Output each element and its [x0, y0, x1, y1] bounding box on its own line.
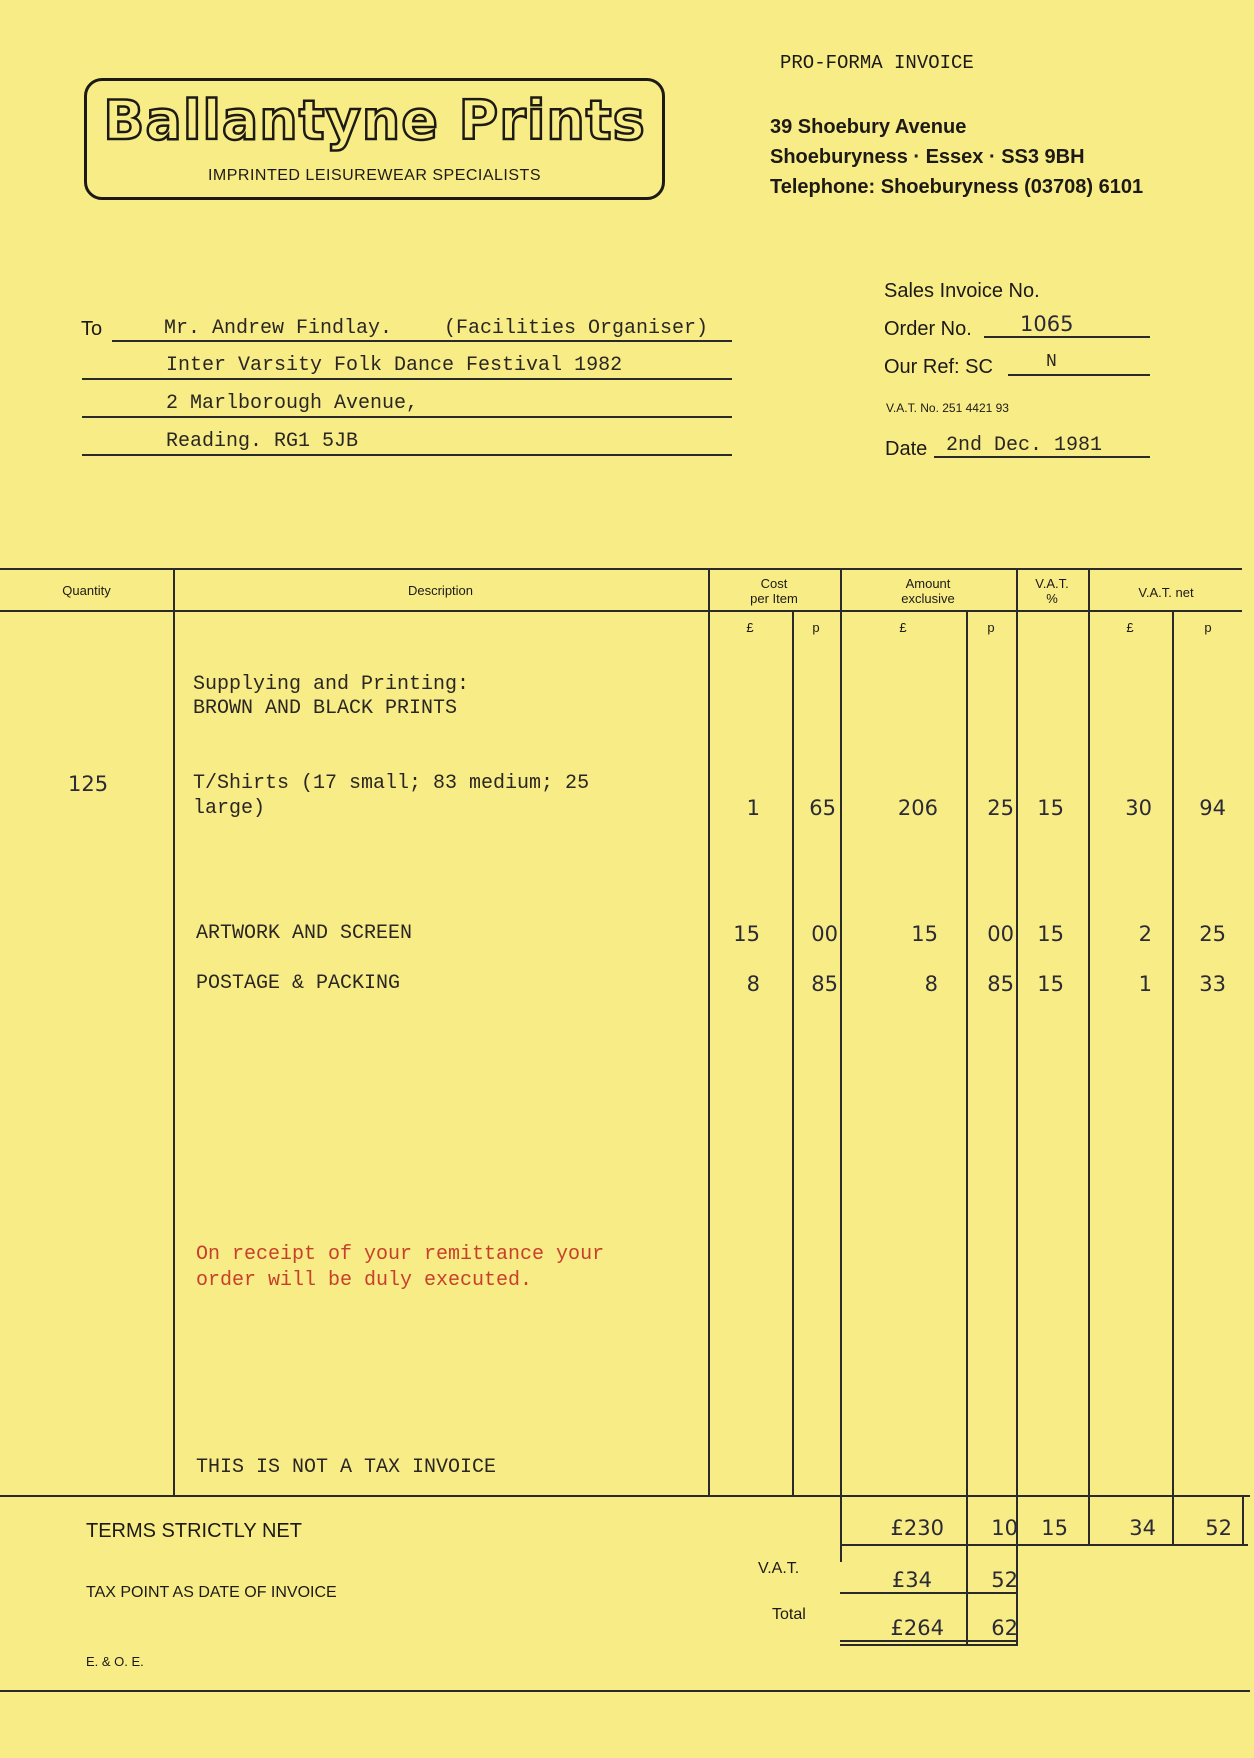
vat-total-pence: 52	[991, 1568, 1018, 1592]
subtotal-vat-percent: 15	[1041, 1516, 1068, 1540]
column-divider	[966, 610, 968, 1644]
row-amount-pounds: 15	[911, 922, 938, 946]
row-vat-percent: 15	[1037, 972, 1064, 996]
header-cost	[708, 576, 840, 606]
our-ref-value: N	[1046, 352, 1057, 372]
recipient-organisation: Inter Varsity Folk Dance Festival 1982	[166, 354, 623, 377]
subtotal-vat-pounds: 34	[1129, 1516, 1156, 1540]
address-rule	[82, 454, 732, 456]
not-tax-invoice-note: THIS IS NOT A TAX INVOICE	[196, 1456, 497, 1479]
header-cost-line2: per Item	[750, 591, 798, 606]
subtotal-vat-pence: 52	[1205, 1516, 1232, 1540]
row-cost-pence: 00	[811, 922, 838, 946]
row-cost-pence: 65	[809, 796, 836, 820]
row-vat-percent: 15	[1037, 922, 1064, 946]
recipient-name: Mr. Andrew Findlay.	[164, 317, 393, 340]
order-number-rule	[984, 336, 1150, 338]
order-number-value: 1065	[1020, 312, 1074, 336]
page-bottom-rule	[0, 1690, 1250, 1692]
header-vat-percent	[1016, 576, 1088, 606]
remittance-note-line2: order will be duly executed.	[196, 1269, 533, 1292]
header-amount-line2: exclusive	[901, 591, 955, 606]
tax-point-label: TAX POINT AS DATE OF INVOICE	[86, 1584, 337, 1601]
row-amount-pence: 85	[987, 972, 1014, 996]
row-vat-pounds: 1	[1138, 972, 1152, 996]
row-vat-percent: 15	[1037, 796, 1064, 820]
unit-pound: £	[746, 620, 754, 635]
table-header-rule	[0, 610, 1242, 612]
our-ref-rule	[1008, 374, 1150, 376]
unit-pound: £	[1126, 620, 1134, 635]
column-divider	[1016, 568, 1018, 1644]
subtotal-rule	[840, 1544, 1018, 1546]
recipient-street: 2 Marlborough Avenue,	[166, 392, 419, 415]
column-divider	[792, 610, 794, 1496]
address-rule	[82, 378, 732, 380]
sales-invoice-label: Sales Invoice No.	[884, 280, 1040, 302]
order-number-label: Order No.	[884, 318, 972, 340]
row-description: POSTAGE & PACKING	[196, 972, 401, 995]
grand-total-pence: 62	[991, 1616, 1018, 1640]
header-quantity: Quantity	[62, 583, 111, 598]
row-amount-pence: 25	[987, 796, 1014, 820]
our-ref-label: Our Ref: SC	[884, 356, 993, 378]
row-amount-pounds: 8	[924, 972, 938, 996]
row-description: T/Shirts (17 small; 83 medium; 25	[193, 772, 590, 795]
company-logo-name: Ballantyne Prints	[103, 89, 646, 152]
row-cost-pounds: 1	[746, 796, 760, 820]
row-cost-pounds: 8	[746, 972, 760, 996]
company-tagline: IMPRINTED LEISUREWEAR SPECIALISTS	[207, 167, 541, 184]
date-value: 2nd Dec. 1981	[946, 434, 1103, 457]
vat-rule	[840, 1592, 1018, 1594]
unit-pence: p	[812, 620, 820, 635]
column-divider	[708, 568, 710, 1496]
header-cost-line1: Cost	[760, 576, 788, 591]
document-title: PRO-FORMA INVOICE	[780, 52, 974, 74]
company-address-line1: 39 Shoebury Avenue	[770, 116, 967, 138]
address-rule	[112, 340, 732, 342]
header-amount	[840, 576, 1016, 606]
vat-number: V.A.T. No. 251 4421 93	[886, 401, 1009, 415]
terms-label: TERMS STRICTLY NET	[86, 1520, 302, 1542]
remittance-note-line1: On receipt of your remittance your	[196, 1243, 605, 1266]
vat-total-label: V.A.T.	[758, 1560, 800, 1577]
row-amount-pence: 00	[987, 922, 1014, 946]
header-amount-line1: Amount	[905, 576, 951, 591]
row-amount-pounds: 206	[897, 796, 938, 820]
grand-total-label: Total	[772, 1606, 806, 1623]
errors-omissions-label: E. & O. E.	[86, 1654, 144, 1669]
column-divider	[1088, 568, 1090, 1544]
recipient-role: (Facilities Organiser)	[444, 317, 709, 340]
unit-pence: p	[1204, 620, 1212, 635]
description-intro-line1: Supplying and Printing:	[193, 673, 470, 696]
table-top-rule	[0, 568, 1242, 570]
unit-pence: p	[987, 620, 995, 635]
row-cost-pounds: 15	[733, 922, 760, 946]
header-vat-net: V.A.T. net	[1138, 585, 1194, 600]
date-label: Date	[885, 438, 928, 460]
row-vat-pounds: 30	[1125, 796, 1152, 820]
header-vat-percent-line1: V.A.T.	[1035, 576, 1069, 591]
to-label: To	[81, 318, 103, 340]
row-quantity: 125	[68, 772, 109, 796]
row-vat-pounds: 2	[1138, 922, 1152, 946]
grand-total-pounds: £264	[890, 1616, 944, 1640]
row-vat-pence: 25	[1199, 922, 1226, 946]
table-bottom-rule	[0, 1495, 1250, 1497]
subtotal-rule	[1016, 1544, 1248, 1546]
subtotal-pounds: £230	[890, 1516, 944, 1540]
column-divider	[1172, 610, 1174, 1544]
company-telephone: Telephone: Shoeburyness (03708) 6101	[770, 176, 1144, 198]
subtotal-pence: 10	[991, 1516, 1018, 1540]
description-intro-line2: BROWN AND BLACK PRINTS	[193, 697, 458, 720]
row-description-continued: large)	[193, 797, 266, 820]
column-divider	[840, 568, 842, 1562]
column-divider	[173, 568, 175, 1496]
unit-pound: £	[899, 620, 907, 635]
vat-total-pounds: £34	[891, 1568, 932, 1592]
row-vat-pence: 33	[1199, 972, 1226, 996]
address-rule	[82, 416, 732, 418]
row-vat-pence: 94	[1199, 796, 1226, 820]
header-vat-percent-line2: %	[1046, 591, 1058, 606]
total-rule	[840, 1640, 1018, 1642]
company-logo	[84, 78, 665, 200]
row-cost-pence: 85	[811, 972, 838, 996]
recipient-town: Reading. RG1 5JB	[166, 430, 359, 453]
column-divider	[1242, 1496, 1244, 1546]
total-double-rule	[840, 1644, 1018, 1646]
company-address-line2: Shoeburyness · Essex · SS3 9BH	[770, 146, 1085, 168]
header-description: Description	[407, 583, 474, 598]
row-description: ARTWORK AND SCREEN	[196, 922, 413, 945]
